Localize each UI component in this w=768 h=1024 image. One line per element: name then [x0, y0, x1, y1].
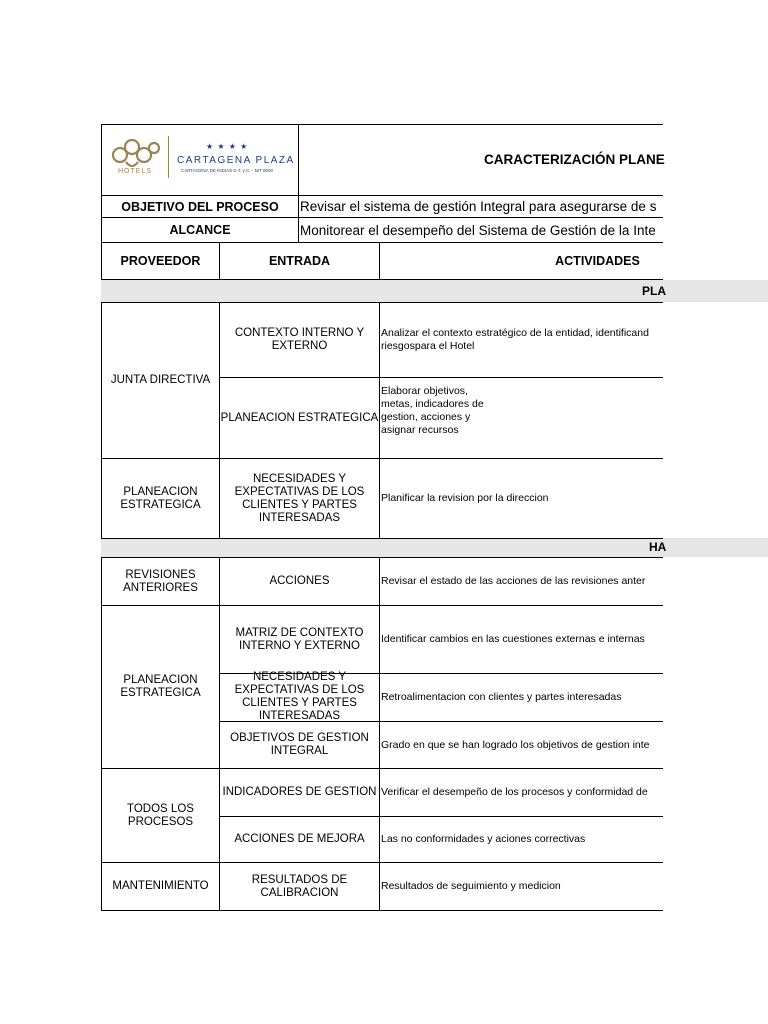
actividad-cell: Verificar el desempeño de los procesos y conformidad de — [381, 786, 648, 798]
actividad-cell: Retroalimentacion con clientes y partes interesadas — [381, 691, 622, 703]
proveedor-cell: JUNTA DIRECTIVA — [110, 374, 211, 386]
proveedor-cell: REVISIONES ANTERIORES — [123, 568, 198, 594]
objetivo-label: OBJETIVO DEL PROCESO — [121, 199, 279, 214]
proveedor-cell: PLANEACION ESTRATEGICA — [120, 485, 201, 511]
proveedor-cell: MANTENIMIENTO — [112, 880, 209, 892]
section-label-hacer: HA — [649, 540, 667, 554]
logo-stars: ★ ★ ★ ★ — [206, 142, 249, 151]
actividad-cell: Planificar la revision por la direccion — [381, 492, 549, 504]
entrada-cell: RESULTADOS DE CALIBRACION — [251, 873, 348, 899]
proveedor-cell: PLANEACION ESTRATEGICA — [120, 674, 201, 699]
section-label-planear: PLA — [642, 284, 666, 298]
entrada-cell: PLANEACION ESTRATEGICA — [220, 411, 379, 424]
column-header-entrada: ENTRADA — [268, 254, 331, 268]
logo-tagline: CARTAGENA DE INDIAS D.T. y C. - NIT 8000 — [181, 168, 274, 173]
logo-brand-text: CARTAGENA PLAZA — [177, 155, 295, 166]
grid-line — [101, 538, 663, 539]
actividad-cell: Revisar el estado de las acciones de las revisiones anter — [381, 575, 646, 587]
actividad-cell: Elaborar objetivos, metas, indicadores de gestion, acciones y asignar recursos — [381, 385, 484, 436]
alcance-value: Monitorear el desempeño del Sistema de Gestión de la Inte — [300, 222, 656, 238]
entrada-cell: ACCIONES DE MEJORA — [234, 833, 365, 845]
entrada-cell: NECESIDADES Y EXPECTATIVAS DE LOS CLIENTES Y PARTES INTERESADAS — [234, 671, 365, 722]
page-title: CARACTERIZACIÓN PLANE — [484, 151, 665, 167]
entrada-cell: INDICADORES DE GESTION — [222, 786, 377, 798]
column-header-actividades: ACTIVIDADES — [555, 254, 640, 268]
logo-divider — [168, 136, 169, 178]
alcance-label: ALCANCE — [169, 223, 231, 237]
section-band-planear — [101, 280, 768, 302]
objetivo-value: Revisar el sistema de gestión Integral para asegurarse de s — [300, 199, 657, 214]
actividad-cell: Resultados de seguimiento y medicion — [381, 880, 561, 892]
grid-line — [101, 124, 663, 125]
actividad-cell: Grado en que se han logrado los objetivos de gestion inte — [381, 738, 650, 751]
actividad-cell: Identificar cambios en las cuestiones externas e internas — [381, 633, 645, 645]
entrada-cell: CONTEXTO INTERNO Y EXTERNO — [234, 327, 365, 352]
entrada-cell: MATRIZ DE CONTEXTO INTERNO Y EXTERNO — [235, 626, 364, 652]
section-band-hacer — [101, 538, 768, 557]
grid-line — [101, 279, 663, 280]
entrada-cell: NECESIDADES Y EXPECTATIVAS DE LOS CLIENTES Y PARTES INTERESADAS — [234, 472, 365, 524]
entrada-cell: OBJETIVOS DE GESTION INTEGRAL — [230, 732, 369, 757]
grid-line — [101, 910, 663, 911]
actividad-cell: Analizar el contexto estratégico de la entidad, identificand riesgospara el Hotel — [381, 327, 649, 352]
actividad-cell: Las no conformidades y aciones correctivas — [381, 833, 586, 845]
proveedor-cell: TODOS LOS PROCESOS — [127, 802, 194, 828]
grid-line — [379, 242, 380, 280]
entrada-cell: ACCIONES — [269, 575, 330, 587]
column-header-proveedor: PROVEEDOR — [120, 254, 201, 268]
hotel-logo — [108, 134, 294, 182]
logo-hotels-text: HOTELS — [118, 168, 153, 175]
